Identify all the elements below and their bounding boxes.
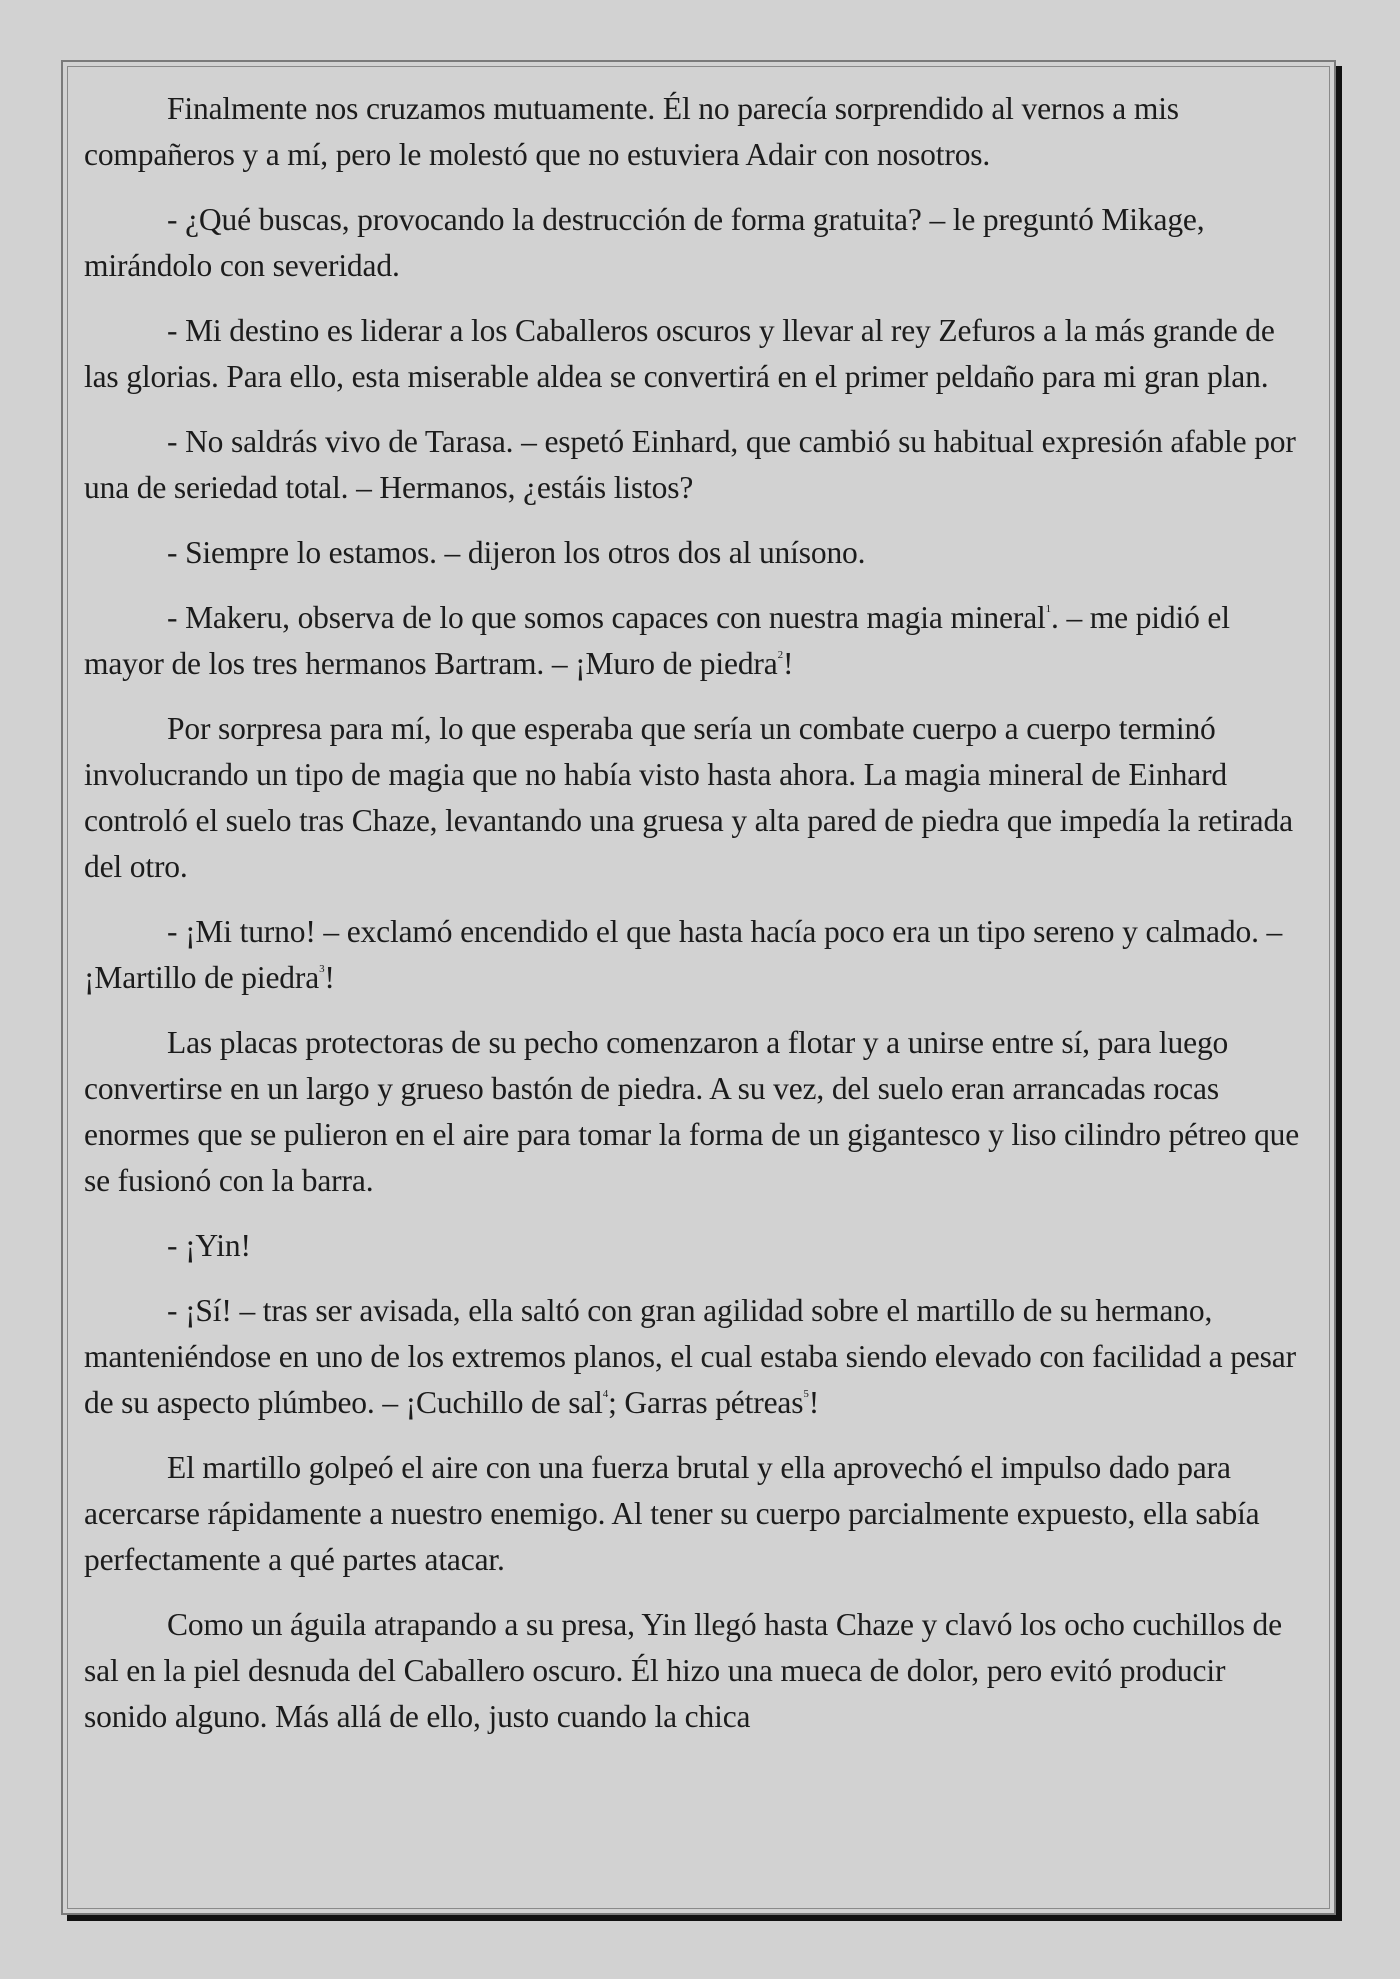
text-run: . – me pidió el mayor de los tres hermanos Bartram. – ¡Muro de piedra [84, 600, 1230, 681]
text-run: Las placas protectoras de su pecho comenzaron a flotar y a unirse entre sí, para luego convertirse en un largo y grueso bastón de piedra. A su vez, del suelo eran arrancadas rocas enormes que se pulieron en el aire para tomar la forma de un gigantesco y liso cilindro pétreo que se fusionó con la barra. [84, 1025, 1300, 1198]
text-run: - ¡Mi turno! – exclamó encendido el que hasta hacía poco era un tipo sereno y calmado. – ¡Martillo de piedra [84, 914, 1283, 995]
paragraph [84, 1223, 1316, 1269]
text-run: - ¡Sí! – tras ser avisada, ella saltó con gran agilidad sobre el martillo de su hermano, manteniéndose en uno de los extremos planos, el cual estaba siendo elevado con facilidad a pesar de su aspecto plúmbeo. – ¡Cuchillo de sal [84, 1293, 1296, 1420]
paragraph [84, 1445, 1316, 1583]
paragraph [84, 86, 1316, 178]
paragraph [84, 1602, 1316, 1740]
footnote-marker: 5 [803, 1388, 809, 1400]
paragraph [84, 1288, 1316, 1426]
text-run: Finalmente nos cruzamos mutuamente. Él no parecía sorprendido al vernos a mis compañeros y a mí, pero le molestó que no estuviera Adair con nosotros. [84, 91, 1179, 172]
paragraph [84, 1020, 1316, 1204]
text-run: ! [324, 960, 335, 995]
text-run: - Siempre lo estamos. – dijeron los otros dos al unísono. [167, 535, 866, 570]
text-run: - Makeru, observa de lo que somos capaces con nuestra magia mineral [167, 600, 1046, 635]
text-run: - ¿Qué buscas, provocando la destrucción de forma gratuita? – le preguntó Mikage, mirándolo con severidad. [84, 202, 1205, 283]
text-run: - Mi destino es liderar a los Caballeros oscuros y llevar al rey Zefuros a la más grande de las glorias. Para ello, esta miserable aldea se convertirá en el primer peldaño para mi gran plan. [84, 313, 1275, 394]
paragraph [84, 595, 1316, 687]
text-run: ! [808, 1385, 820, 1420]
paragraph [84, 419, 1316, 511]
text-run: ; Garras pétreas [608, 1385, 804, 1420]
book-text [84, 86, 1316, 1759]
paragraph [84, 530, 1316, 576]
paragraph [84, 706, 1316, 890]
text-run: Como un águila atrapando a su presa, Yin llegó hasta Chaze y clavó los ocho cuchillos de sal en la piel desnuda del Caballero oscuro. Él hizo una mueca de dolor, pero evitó producir sonido alguno. Más allá de ello, justo cuando la chica [84, 1607, 1282, 1734]
text-run: ! [782, 646, 794, 681]
paragraph [84, 909, 1316, 1001]
footnote-marker: 1 [1045, 603, 1051, 615]
text-run: El martillo golpeó el aire con una fuerza brutal y ella aprovechó el impulso dado para acercarse rápidamente a nuestro enemigo. Al tener su cuerpo parcialmente expuesto, ella sabía perfectamente a qué partes atacar. [84, 1450, 1260, 1577]
paragraph [84, 308, 1316, 400]
text-run: Por sorpresa para mí, lo que esperaba que sería un combate cuerpo a cuerpo terminó involucrando un tipo de magia que no había visto hasta ahora. La magia mineral de Einhard controló el suelo tras Chaze, levantando una gruesa y alta pared de piedra que impedía la retirada del otro. [84, 711, 1293, 884]
text-run: - No saldrás vivo de Tarasa. – espetó Einhard, que cambió su habitual expresión afable por una de seriedad total. – Hermanos, ¿estáis listos? [84, 424, 1296, 505]
footnote-marker: 2 [777, 649, 783, 661]
paragraph [84, 197, 1316, 289]
footnote-marker: 4 [602, 1388, 609, 1400]
text-run: - ¡Yin! [167, 1228, 251, 1263]
footnote-marker: 3 [319, 963, 325, 975]
